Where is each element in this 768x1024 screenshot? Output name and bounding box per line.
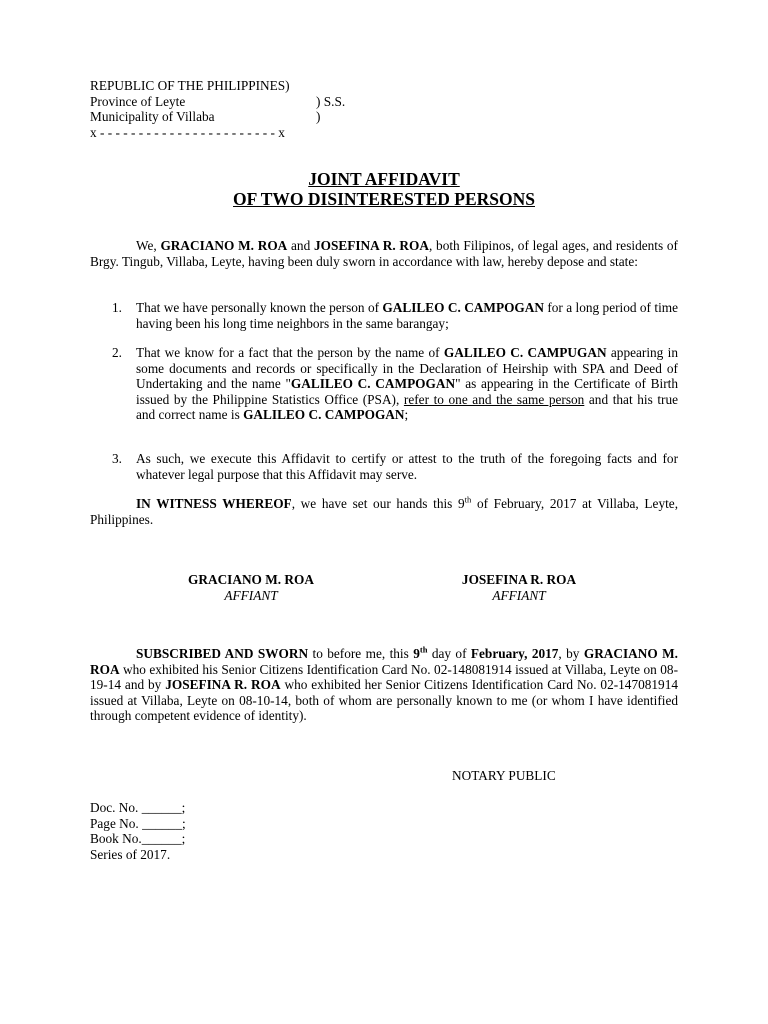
item-1-text-1: That we have personally known the person of bbox=[136, 300, 383, 315]
venue-line-province bbox=[90, 94, 390, 110]
jurat-text-4: who exhibited his Senior Citizens Identification Card No. 02-148081914 issued at Villaba, Leyte on 08-19-14 and by bbox=[90, 661, 678, 692]
intro-affiant-2: JOSEFINA R. ROA bbox=[313, 238, 429, 253]
jurat-text-5: who exhibited her Senior Citizens Identification Card No. 02-147081914 issued at Villaba, Leyte on 08-10-14, both of whom are personally known to me (or whom I have identified through competent evidence of identity). bbox=[90, 677, 678, 723]
venue-line-municipality bbox=[90, 109, 390, 125]
venue-republic-text: REPUBLIC OF THE PHILIPPINES) bbox=[90, 78, 290, 93]
intro-affiant-1: GRACIANO M. ROA bbox=[160, 238, 288, 253]
item-2-name-1: GALILEO C. CAMPUGAN bbox=[443, 345, 607, 360]
intro-paragraph bbox=[90, 238, 678, 269]
jurat-day-suffix: th bbox=[419, 644, 428, 655]
title-line-2: OF TWO DISINTERESTED PERSONS bbox=[233, 188, 535, 209]
jurat-text-2: day of bbox=[427, 646, 471, 661]
item-2-name-3: GALILEO C. CAMPOGAN bbox=[243, 407, 405, 422]
item-1-text-2: for a long period of time having been his long time neighbors in the same barangay; bbox=[136, 300, 679, 331]
item-2-text-2: appearing in some documents and records or specifically in the Declaration of Heirship with SPA and Deed of Undertaking and the name " bbox=[136, 345, 678, 391]
item-3-text-1: As such, we execute this Affidavit to certify or attest to the truth of the foregoing facts and for whatever legal purpose that this Affidavit may serve. bbox=[136, 451, 678, 482]
signatory-1-name: GRACIANO M. ROA bbox=[188, 572, 314, 587]
signatory-2-role: AFFIANT bbox=[492, 587, 546, 603]
statement-item-2 bbox=[112, 345, 679, 423]
intro-text-3: , both Filipinos, of legal ages, and residents of Brgy. Tingub, Villaba, Leyte, having been duly sworn in accordance with law, hereby depose and state: bbox=[90, 238, 678, 269]
item-2-name-2: GALILEO C. CAMPOGAN bbox=[290, 376, 456, 391]
signatory-1-role: AFFIANT bbox=[224, 587, 278, 603]
venue-paren-text: ) bbox=[316, 109, 321, 124]
signature-block-2 bbox=[429, 572, 609, 603]
statement-item-3 bbox=[112, 451, 678, 482]
item-2-text-1: That we know for a fact that the person by the name of bbox=[136, 345, 444, 360]
jurat-affiant-1: GRACIANO M. ROA bbox=[90, 646, 679, 677]
intro-text-2: and bbox=[287, 238, 314, 253]
jurat-day: 9 bbox=[413, 646, 420, 661]
doc-number: Doc. No. ______; bbox=[90, 800, 186, 815]
item-2-text-3: " as appearing in the Certificate of Birth issued by the Philippine Statistics Office (PSA), bbox=[136, 376, 678, 407]
item-2-text-5: ; bbox=[404, 407, 409, 422]
venue-separator: x - - - - - - - - - - - - - - - - - - - - - - - x bbox=[90, 124, 285, 140]
item-2-text-4: and that his true and correct name is bbox=[136, 391, 679, 422]
book-number: Book No.______; bbox=[90, 831, 186, 846]
item-2-underlined-phrase: refer to one and the same person bbox=[403, 391, 585, 407]
statement-item-1 bbox=[112, 300, 679, 331]
witness-text-1: , we have set our hands this 9 bbox=[291, 496, 465, 511]
witness-heading: IN WITNESS WHEREOF bbox=[136, 496, 292, 511]
item-2-number: 2. bbox=[112, 345, 122, 360]
item-1-number: 1. bbox=[112, 300, 122, 315]
witness-superscript: th bbox=[464, 494, 472, 505]
jurat-date: February, 2017 bbox=[470, 646, 559, 661]
notarial-register-block bbox=[90, 800, 186, 862]
item-1-name: GALILEO C. CAMPOGAN bbox=[382, 300, 544, 315]
venue-province-text: Province of Leyte bbox=[90, 93, 186, 109]
jurat-text-3: , by bbox=[558, 646, 584, 661]
venue-line-republic bbox=[90, 78, 390, 94]
intro-text-1: We, bbox=[136, 238, 161, 253]
witness-paragraph bbox=[90, 496, 678, 527]
signatory-2-name: JOSEFINA R. ROA bbox=[461, 572, 577, 587]
signature-block-1 bbox=[161, 572, 341, 603]
jurat-paragraph bbox=[90, 646, 678, 724]
page-number: Page No. ______; bbox=[90, 815, 186, 831]
series-year: Series of 2017. bbox=[90, 846, 171, 862]
venue-block bbox=[90, 78, 390, 140]
jurat-heading: SUBSCRIBED AND SWORN bbox=[136, 646, 309, 661]
jurat-text-1: to before me, this bbox=[308, 646, 414, 661]
item-3-number: 3. bbox=[112, 451, 122, 466]
witness-text-2: of February, 2017 at Villaba, Leyte, Philippines. bbox=[90, 496, 679, 527]
title-line-1: JOINT AFFIDAVIT bbox=[308, 169, 460, 189]
venue-ss-text: ) S.S. bbox=[316, 93, 346, 109]
document-title bbox=[90, 170, 678, 209]
venue-municipality-text: Municipality of Villaba bbox=[90, 109, 215, 124]
jurat-affiant-2: JOSEFINA R. ROA bbox=[165, 677, 281, 692]
notary-public-label: NOTARY PUBLIC bbox=[452, 768, 556, 783]
